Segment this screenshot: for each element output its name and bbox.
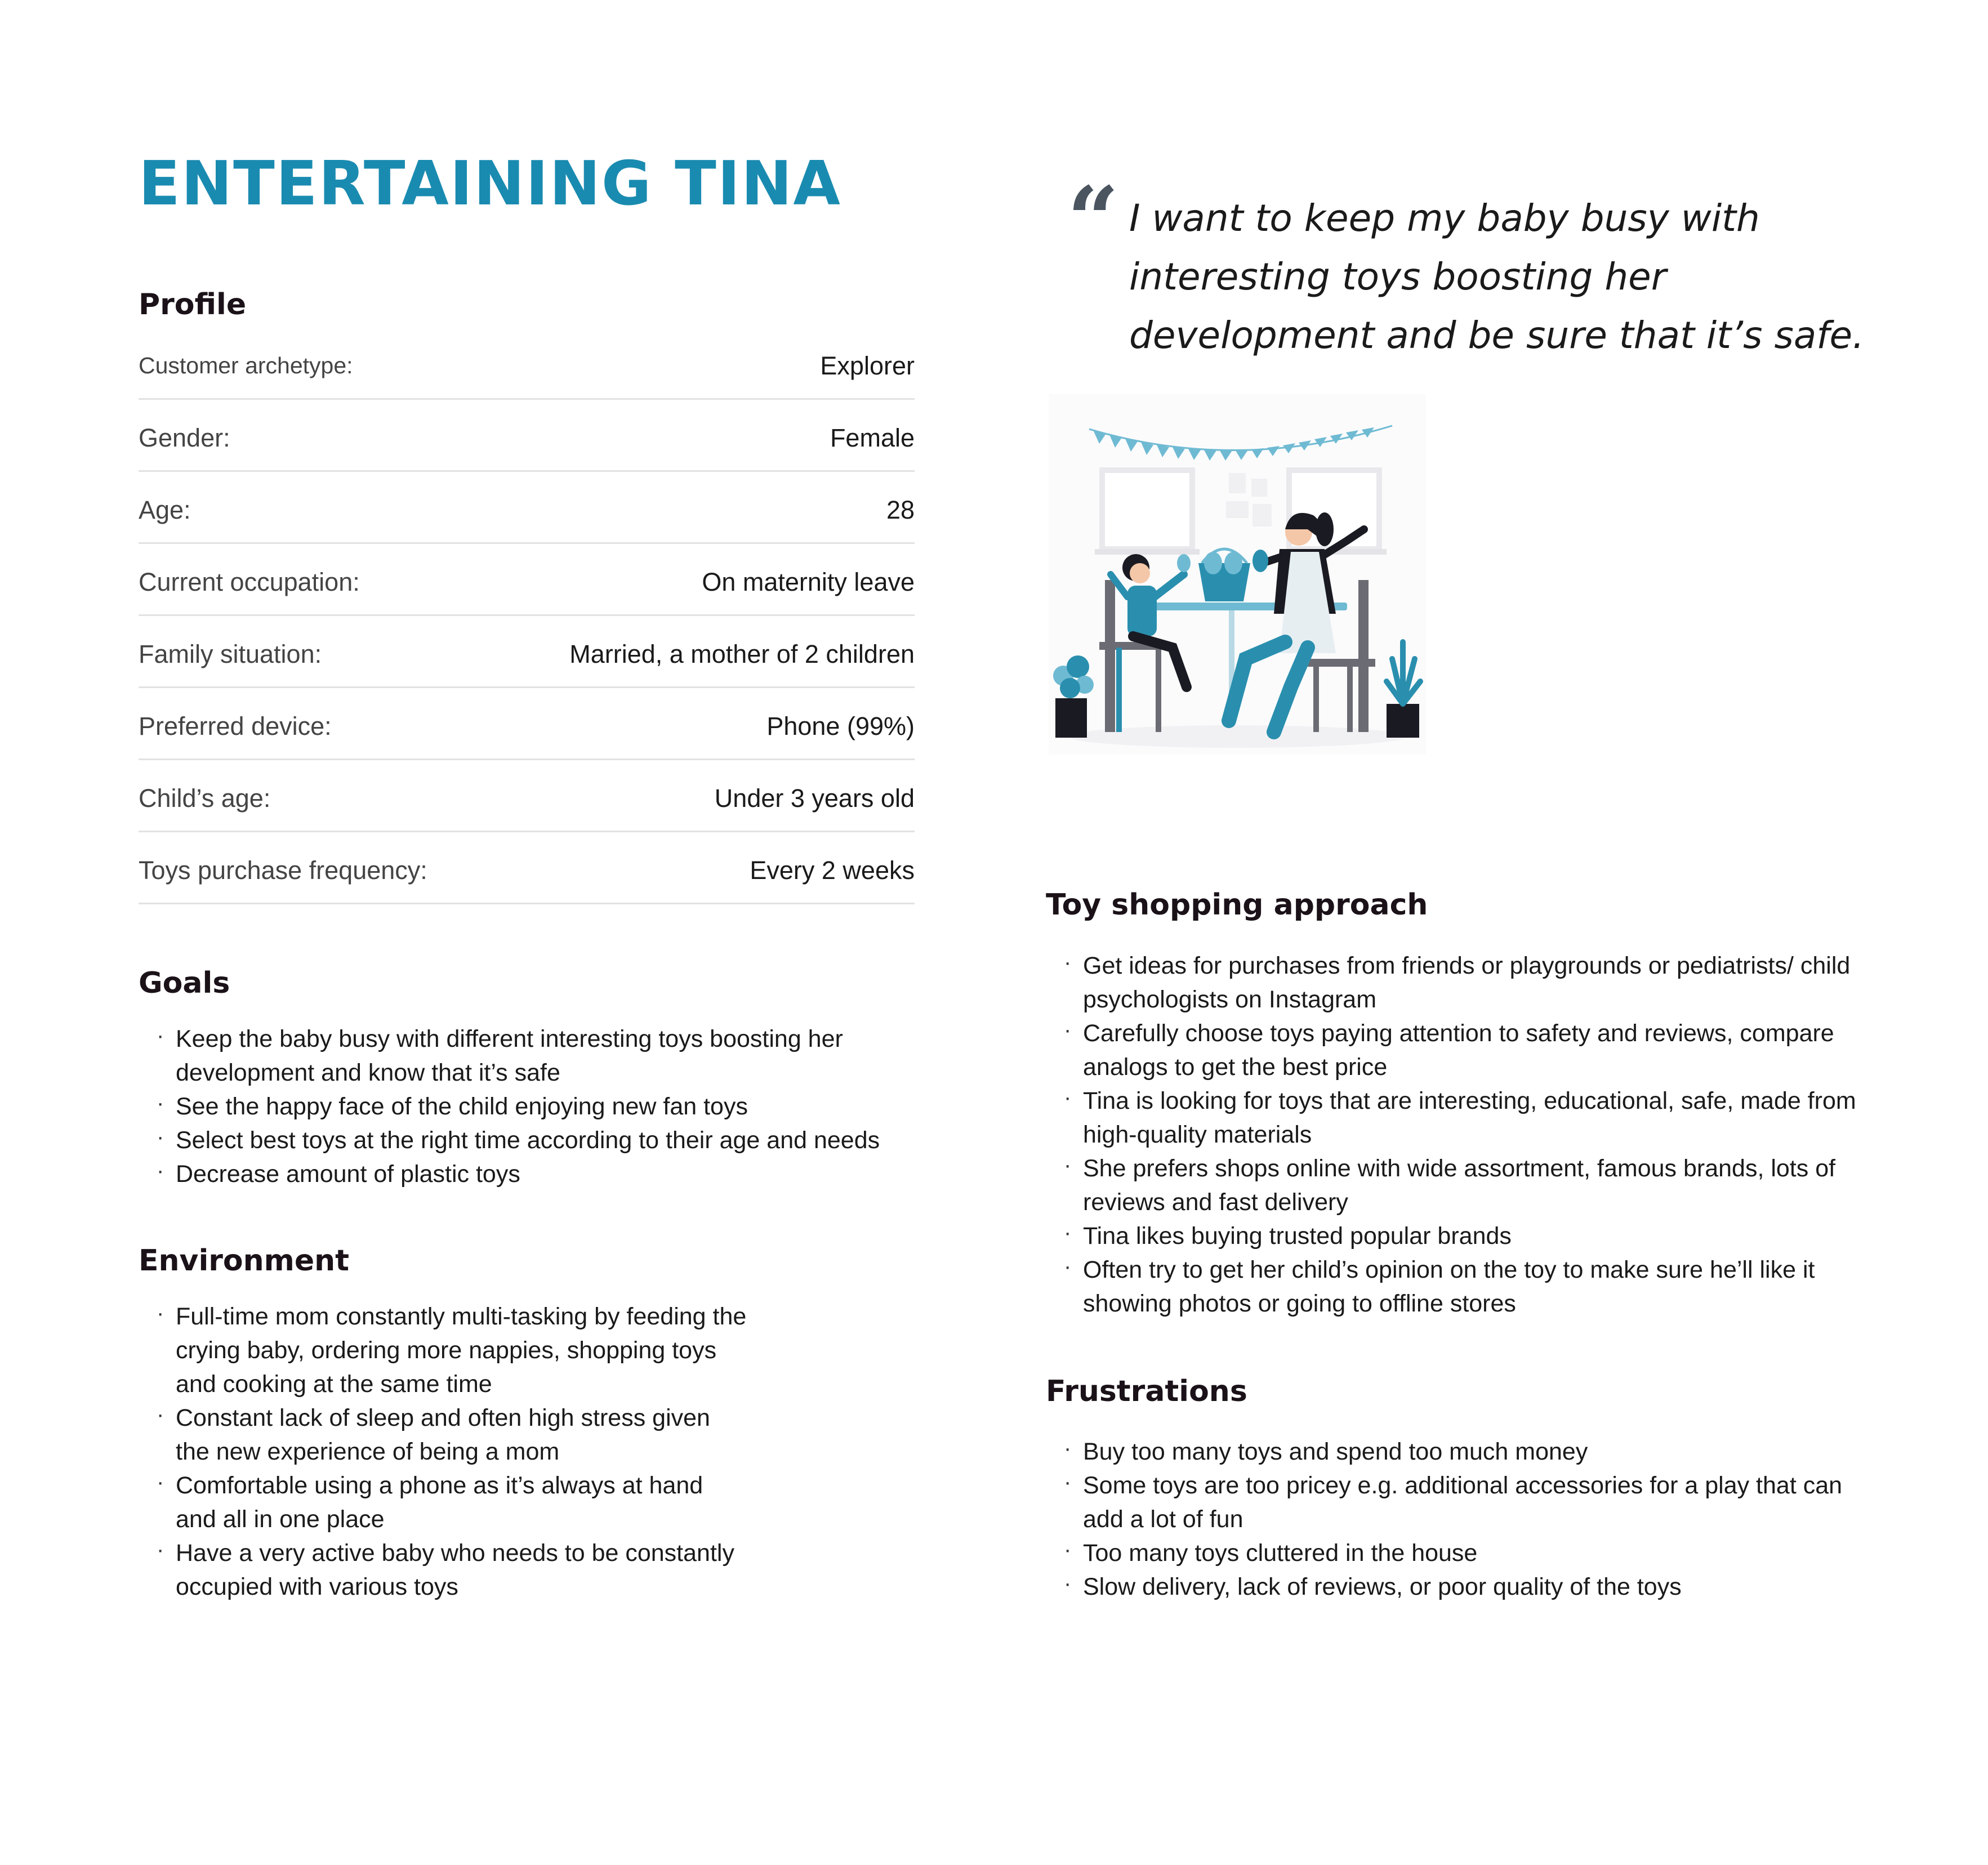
list-item: · Often try to get her child’s opinion on the toy to make sure he’ll like it showing photos or going to offline stores	[1046, 1253, 1874, 1320]
list-item: · Select best toys at the right time according to their age and needs	[139, 1123, 893, 1157]
profile-value: On maternity leave	[702, 567, 915, 596]
environment-heading: Environment	[139, 1244, 349, 1278]
profile-value: Explorer	[820, 351, 915, 380]
profile-label: Current occupation:	[139, 567, 360, 596]
list-item: · Tina likes buying trusted popular brands	[1046, 1219, 1874, 1253]
list-item: · Carefully choose toys paying attention to safety and reviews, compare analogs to get the best price	[1046, 1016, 1874, 1084]
profile-row	[139, 760, 915, 832]
toy-shopping-heading: Toy shopping approach	[1046, 888, 1428, 922]
profile-value: Phone (99%)	[766, 711, 915, 740]
profile-value: Under 3 years old	[714, 783, 915, 813]
list-item: · Decrease amount of plastic toys	[139, 1157, 893, 1191]
profile-value: Female	[830, 423, 915, 452]
profile-value: 28	[886, 495, 915, 524]
profile-row	[139, 544, 915, 616]
persona-quote: I want to keep my baby busy with interesting toys boosting her development and be sure that it’s safe.	[1129, 197, 1865, 357]
profile-label: Customer archetype:	[139, 353, 353, 378]
frustrations-heading: Frustrations	[1046, 1375, 1247, 1408]
list-item: · Keep the baby busy with different interesting toys boosting her development and know that it’s safe	[139, 1022, 893, 1090]
list-item: · Have a very active baby who needs to be constantly occupied with various toys	[139, 1536, 747, 1604]
list-item: · Slow delivery, lack of reviews, or poor quality of the toys	[1046, 1570, 1874, 1604]
profile-value: Every 2 weeks	[750, 855, 915, 885]
profile-row	[139, 328, 915, 400]
profile-row	[139, 688, 915, 760]
list-item: · Tina is looking for toys that are interesting, educational, safe, made from high-quality materials	[1046, 1084, 1874, 1152]
mother-and-child-illustration-icon	[1043, 394, 1432, 755]
list-item: · Buy too many toys and spend too much money	[1046, 1435, 1874, 1469]
profile-table	[139, 328, 915, 904]
quote-icon: “	[1067, 167, 1120, 273]
mother-child-illustration	[1043, 394, 1432, 755]
toy-shopping-list	[1046, 949, 1874, 1320]
list-item: · See the happy face of the child enjoying new fan toys	[139, 1090, 893, 1123]
list-item: · Get ideas for purchases from friends or playgrounds or pediatrists/ child psychologists on Instagram	[1046, 949, 1874, 1016]
list-item: · She prefers shops online with wide assortment, famous brands, lots of reviews and fast delivery	[1046, 1152, 1874, 1219]
goals-heading: Goals	[139, 966, 230, 1000]
list-item: · Some toys are too pricey e.g. additional accessories for a play that can add a lot of fun	[1046, 1469, 1874, 1536]
list-item: · Too many toys cluttered in the house	[1046, 1536, 1874, 1570]
profile-label: Toys purchase frequency:	[139, 855, 427, 885]
profile-label: Preferred device:	[139, 711, 332, 740]
frustrations-list	[1046, 1435, 1874, 1604]
profile-label: Family situation:	[139, 639, 322, 668]
page-title: ENTERTAINING TINA	[139, 149, 841, 219]
list-item: · Constant lack of sleep and often high stress given the new experience of being a mom	[139, 1401, 747, 1469]
profile-label: Gender:	[139, 423, 230, 452]
goals-list	[139, 1022, 893, 1191]
profile-heading: Profile	[139, 288, 247, 322]
profile-row	[139, 472, 915, 544]
profile-row	[139, 616, 915, 688]
profile-row	[139, 832, 915, 904]
profile-value: Married, a mother of 2 children	[569, 639, 915, 668]
list-item: · Comfortable using a phone as it’s always at hand and all in one place	[139, 1469, 747, 1536]
profile-label: Age:	[139, 495, 191, 524]
profile-label: Child’s age:	[139, 783, 271, 813]
environment-list	[139, 1300, 747, 1604]
list-item: · Full-time mom constantly multi-tasking by feeding the crying baby, ordering more nappies, shopping toys and cooking at the same time	[139, 1300, 747, 1401]
profile-row	[139, 400, 915, 472]
